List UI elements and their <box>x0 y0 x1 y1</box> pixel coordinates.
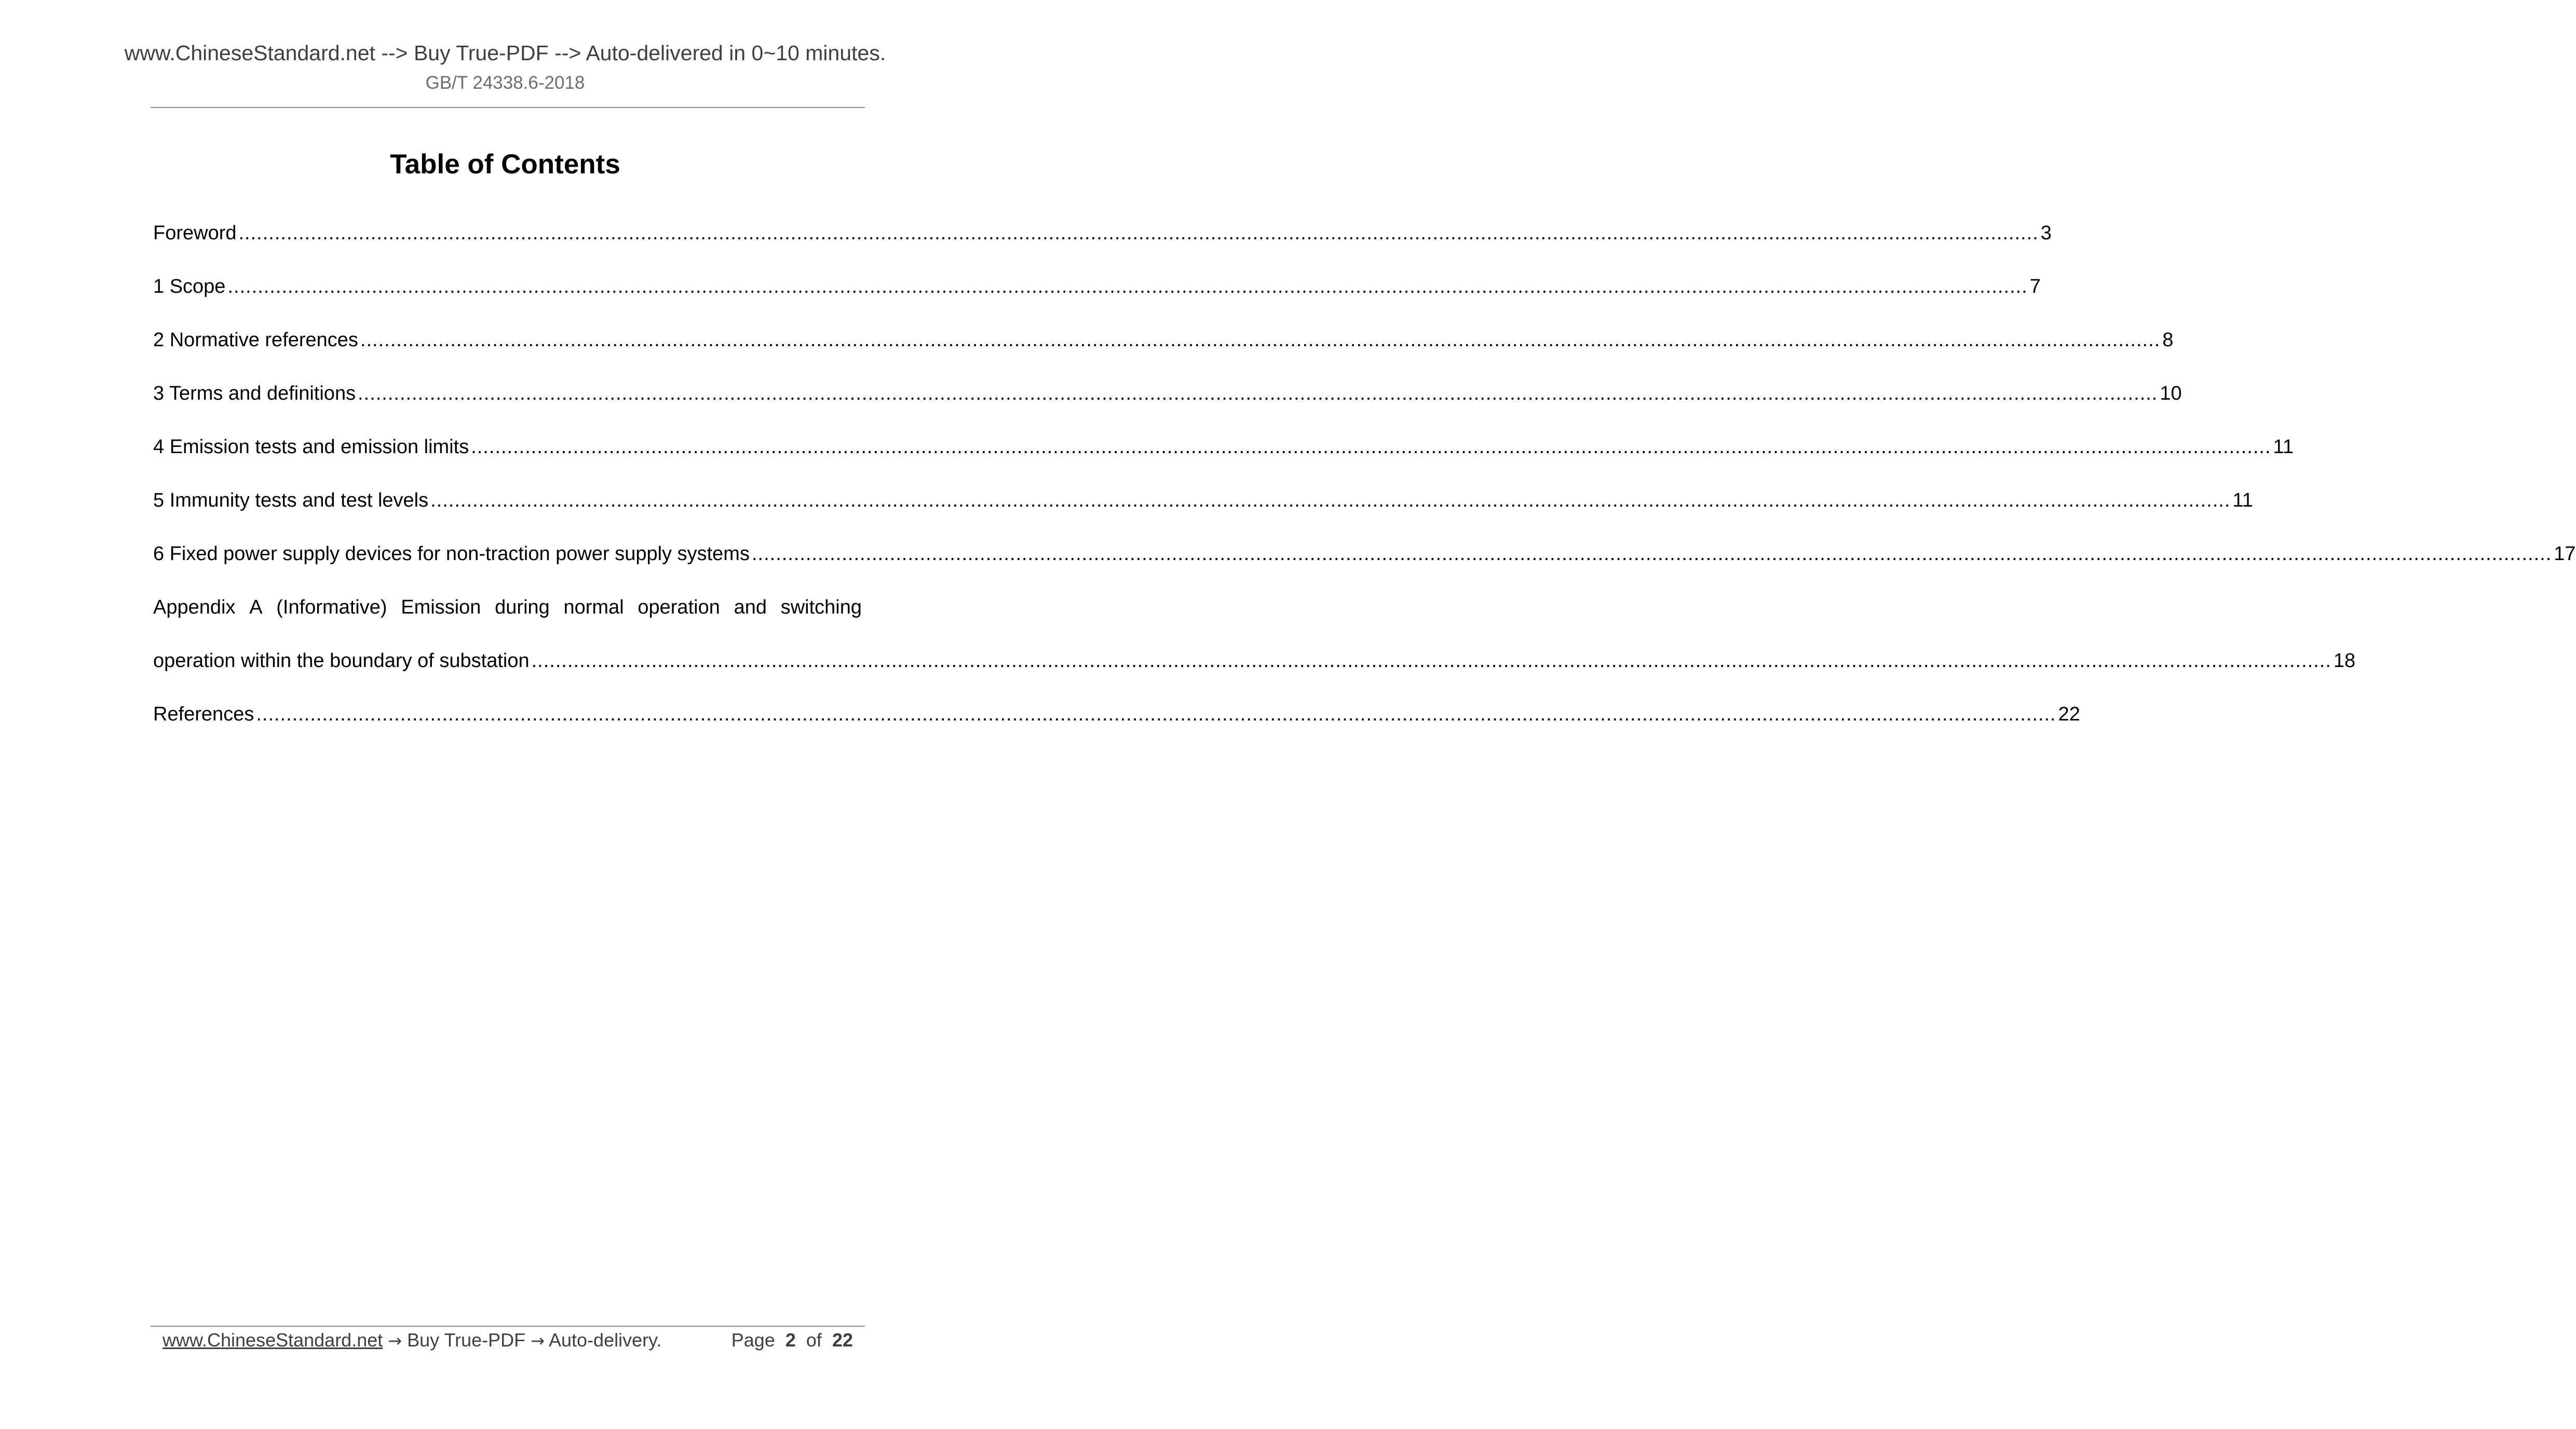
toc-entry-text: 3 Terms and definitions <box>153 383 356 404</box>
current-page-number: 2 <box>785 1329 796 1351</box>
page-footer <box>162 1328 853 1353</box>
toc-entry-emission-tests[interactable] <box>153 432 2294 485</box>
dot-leader: ............................................................................................................................................................................................................................................................................................................ <box>256 703 2056 725</box>
toc-entry-appendix-a-line1[interactable] <box>153 592 862 646</box>
toc-page-number: 11 <box>2273 436 2294 458</box>
toc-page-number: 18 <box>2333 650 2356 672</box>
dot-leader: ............................................................................................................................................................................................................................................................................................................ <box>751 543 2552 565</box>
header-divider <box>151 107 865 108</box>
dot-leader: ............................................................................................................................................................................................................................................................................................................ <box>238 222 2039 244</box>
toc-page-number: 7 <box>2029 276 2041 297</box>
toc-page-number: 17 <box>2554 543 2576 565</box>
appendix-word: (Informative) <box>276 596 387 618</box>
appendix-word: Appendix <box>153 596 236 618</box>
appendix-word: during <box>495 596 550 618</box>
footer-buy-text: Buy True-PDF <box>407 1329 526 1351</box>
standard-code: GB/T 24338.6-2018 <box>425 73 585 93</box>
toc-entry-text: operation within the boundary of substation <box>153 650 530 672</box>
toc-entry-text: Foreword <box>153 222 237 244</box>
toc-entry-fixed-power-supply[interactable] <box>153 539 2576 592</box>
footer-divider <box>151 1326 865 1327</box>
dot-leader: ............................................................................................................................................................................................................................................................................................................ <box>358 383 2158 404</box>
toc-entry-immunity-tests[interactable] <box>153 485 2253 539</box>
total-pages-number: 22 <box>832 1329 853 1351</box>
toc-entry-text: 1 Scope <box>153 276 226 297</box>
toc-entry-text: 5 Immunity tests and test levels <box>153 489 429 511</box>
appendix-word: normal <box>563 596 624 618</box>
dot-leader: ............................................................................................................................................................................................................................................................................................................ <box>360 329 2161 351</box>
toc-entry-appendix-a-line2[interactable] <box>153 646 2356 699</box>
toc-entry-normative-references[interactable] <box>153 325 2174 378</box>
toc-entry-text: 6 Fixed power supply devices for non-traction power supply systems <box>153 543 750 565</box>
dot-leader: ............................................................................................................................................................................................................................................................................................................ <box>531 650 2331 672</box>
appendix-word: operation <box>638 596 720 618</box>
toc-entry-foreword[interactable] <box>153 218 2052 271</box>
toc-page-number: 11 <box>2232 489 2253 511</box>
footer-site-link[interactable]: www.ChineseStandard.net <box>162 1329 383 1351</box>
footer-delivery-text: Auto-delivery. <box>549 1329 662 1351</box>
arrow-right-icon: → <box>531 1331 545 1351</box>
of-label: of <box>806 1329 822 1351</box>
appendix-justified-line <box>153 592 862 622</box>
dot-leader: ............................................................................................................................................................................................................................................................................................................ <box>430 489 2231 511</box>
toc-title: Table of Contents <box>390 149 620 180</box>
arrow-right-icon: → <box>388 1331 402 1351</box>
toc-entry-terms-definitions[interactable] <box>153 378 2182 432</box>
dot-leader: ............................................................................................................................................................................................................................................................................................................ <box>471 436 2271 458</box>
table-of-contents <box>153 218 2576 753</box>
header-banner: www.ChineseStandard.net --> Buy True-PDF --> Auto-delivered in 0~10 minutes. <box>124 41 886 65</box>
toc-entry-references[interactable] <box>153 699 2080 753</box>
toc-page-number: 8 <box>2162 329 2174 351</box>
toc-entry-text: 2 Normative references <box>153 329 358 351</box>
appendix-word: and <box>734 596 767 618</box>
appendix-word: switching <box>780 596 862 618</box>
appendix-word: Emission <box>401 596 481 618</box>
toc-entry-text: References <box>153 703 254 725</box>
toc-page-number: 3 <box>2040 222 2052 244</box>
toc-page-number: 10 <box>2160 383 2182 404</box>
page-indicator <box>731 1328 853 1353</box>
toc-page-number: 22 <box>2058 703 2080 725</box>
appendix-word: A <box>249 596 263 618</box>
toc-entry-scope[interactable] <box>153 271 2041 325</box>
page-label: Page <box>731 1329 775 1351</box>
toc-entry-text: 4 Emission tests and emission limits <box>153 436 469 458</box>
dot-leader: ............................................................................................................................................................................................................................................................................................................ <box>227 276 2028 297</box>
